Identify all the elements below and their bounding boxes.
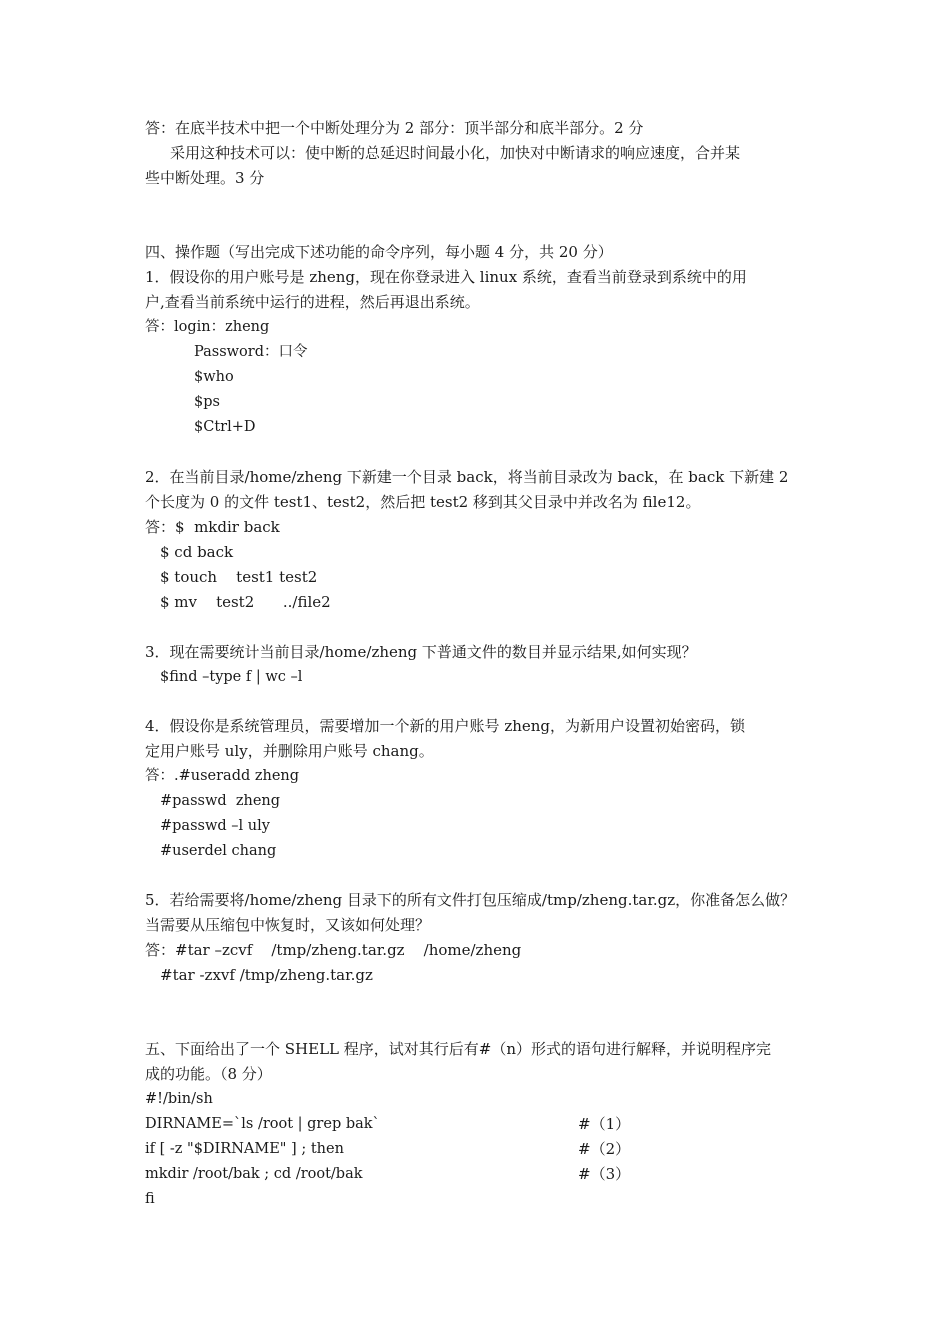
answer-text-1: 采用这种技术可以：使中断的总延迟时间最小化，加快对中断请求的响应速度，合并某: [170, 144, 741, 162]
q2-answer-mkdir: 答：$ mkdir back: [145, 518, 280, 536]
q4-answer-userdel: #userdel chang: [160, 843, 277, 859]
q5-answer-tar-create: 答：#tar –zcvf /tmp/zheng.tar.gz /home/zheng: [145, 941, 522, 959]
q5-text-2: 当需要从压缩包中恢复时，又该如何处理？: [145, 916, 431, 934]
q2-text-1: 2．在当前目录/home/zheng 下新建一个目录 back，将当前目录改为 back，在 back 下新建 2: [145, 468, 789, 486]
shell-line-mkdir: mkdir /root/bak ; cd /root/bak: [145, 1166, 363, 1182]
q1-answer-who: $who: [194, 369, 234, 385]
q1-text-1: 1．假设你的用户账号是 zheng，现在你登录进入 linux 系统，查看当前登录到系统中的用: [145, 268, 747, 286]
q2-answer-mv: $ mv test2 ../file2: [160, 593, 331, 611]
answer-intro: 答：在底半技术中把一个中断处理分为 2 部分：顶半部分和底半部分。2 分: [145, 119, 644, 137]
shell-line-dirname: DIRNAME=`ls /root | grep bak`: [145, 1116, 380, 1132]
q1-answer-ps: $ps: [194, 394, 220, 410]
shell-line-shebang: #!/bin/sh: [145, 1091, 213, 1107]
shell-comment-3: #（3）: [578, 1165, 631, 1183]
shell-comment-2: #（2）: [578, 1140, 631, 1158]
q4-text-1: 4．假设你是系统管理员，需要增加一个新的用户账号 zheng，为新用户设置初始密码，锁: [145, 717, 746, 735]
section-5-heading-1: 五、下面给出了一个 SHELL 程序，试对其行后有#（n）形式的语句进行解释，并说明程序完: [145, 1040, 771, 1058]
q1-answer-login: 答：login：zheng: [145, 319, 270, 335]
answer-text-2: 些中断处理。3 分: [145, 169, 265, 187]
q4-answer-useradd: 答：.#useradd zheng: [145, 768, 300, 784]
q4-text-2: 定用户账号 uly，并删除用户账号 chang。: [145, 742, 434, 760]
section-5-heading-2: 成的功能。（8 分）: [145, 1065, 272, 1083]
q4-answer-lock: #passwd –l uly: [160, 818, 270, 834]
q2-text-2: 个长度为 0 的文件 test1、test2，然后把 test2 移到其父目录中并改名为 file12。: [145, 493, 701, 511]
q1-answer-ctrl-d: $Ctrl+D: [194, 419, 256, 435]
q2-answer-cd: $ cd back: [160, 543, 234, 561]
q1-answer-password: Password：口令: [194, 344, 308, 360]
q5-text-1: 5．若给需要将/home/zheng 目录下的所有文件打包压缩成/tmp/zheng.tar.gz，你准备怎么做？: [145, 891, 796, 909]
shell-line-fi: fi: [145, 1191, 155, 1207]
shell-line-if: if [ -z "$DIRNAME" ] ; then: [145, 1141, 344, 1157]
q3-answer: $find –type f | wc –l: [160, 669, 303, 685]
section-4-heading: 四、操作题（写出完成下述功能的命令序列，每小题 4 分，共 20 分）: [145, 243, 613, 261]
q5-answer-tar-extract: #tar -zxvf /tmp/zheng.tar.gz: [160, 966, 373, 984]
q4-answer-passwd: #passwd zheng: [160, 793, 281, 809]
q3-text: 3．现在需要统计当前目录/home/zheng 下普通文件的数目并显示结果,如何实现？: [145, 643, 697, 661]
q2-answer-touch: $ touch test1 test2: [160, 568, 318, 586]
shell-comment-1: #（1）: [578, 1115, 631, 1133]
q1-text-2: 户,查看当前系统中运行的进程，然后再退出系统。: [145, 293, 480, 311]
